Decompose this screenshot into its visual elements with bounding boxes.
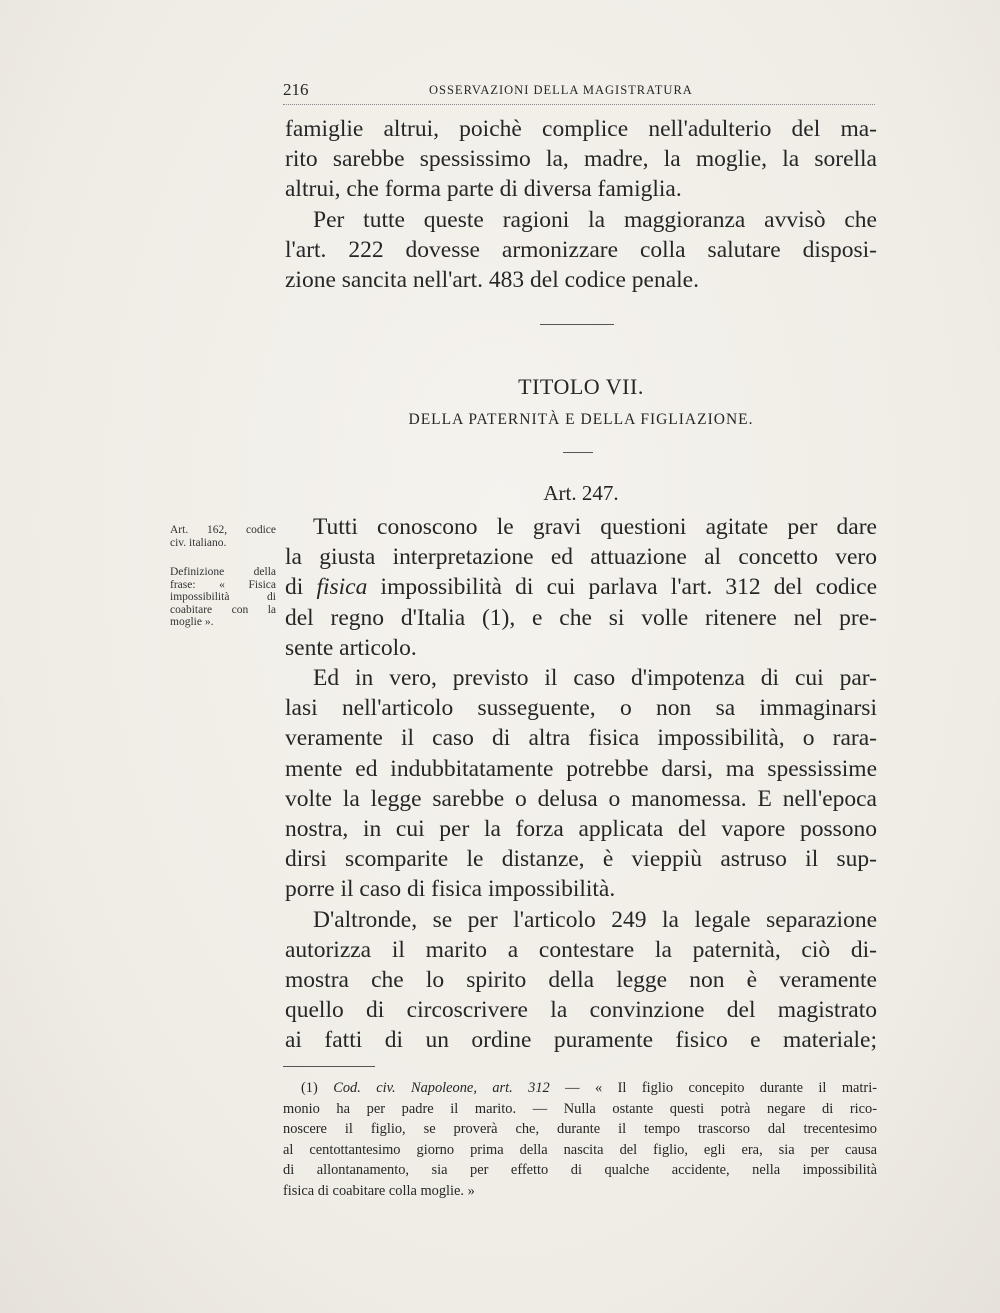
- text-line: Ed in vero, previsto il caso d'impotenza di cui par-: [313, 665, 877, 692]
- title-heading: TITOLO VII.: [518, 374, 644, 399]
- marginal-note-line: coabitare con la: [170, 603, 276, 616]
- marginal-note-line: impossibilità di: [170, 591, 276, 603]
- text-line: mostra che lo spirito della legge non è veramente: [285, 967, 877, 994]
- footnote-citation: Cod. civ. Napoleone, art. 312: [333, 1080, 550, 1096]
- marginal-note-line: Art. 162, codice: [170, 524, 276, 536]
- text-line: del regno d'Italia (1), e che si volle ritenere nel pre-: [285, 604, 877, 631]
- text-line: la giusta interpretazione ed attuazione al concetto vero: [285, 544, 877, 571]
- footnote-line: monio ha per padre il marito. — Nulla ostante questi potrà negare di rico-: [283, 1100, 877, 1117]
- text-line: Tutti conoscono le gravi questioni agitate per dare: [313, 514, 877, 540]
- running-title: OSSERVAZIONI DELLA MAGISTRATURA: [429, 83, 693, 97]
- footnote-line: al centottantesimo giorno prima della nascita del figlio, egli era, sia per causa: [283, 1141, 877, 1158]
- footnote-line: noscere il figlio, se proverà che, durante il tempo trascorso dal trecentesimo: [283, 1121, 877, 1137]
- footnote: [283, 1078, 877, 1201]
- text-fragment: di: [285, 574, 317, 601]
- page-number: 216: [283, 80, 309, 99]
- text-line: dirsi scomparite le distanze, è vieppiù astruso il sup-: [285, 846, 877, 873]
- title-subheading: DELLA PATERNITÀ E DELLA FIGLIAZIONE.: [408, 411, 754, 428]
- text-line: Per tutte queste ragioni la maggioranza avvisò che: [313, 206, 877, 233]
- text-fragment: impossibilità di cui parlava l'art. 312 del codice: [367, 574, 877, 601]
- text-line: D'altronde, se per l'articolo 249 la legale separazione: [313, 906, 877, 933]
- marginal-note-line: moglie ».: [170, 616, 214, 628]
- text-line: nostra, in cui per la forza applicata del vapore possono: [285, 816, 877, 843]
- marginal-note-line: Definizione della: [170, 566, 276, 578]
- marginal-note-definition: [170, 566, 276, 629]
- text-line-with-italic: [285, 572, 877, 602]
- text-line: volte la legge sarebbe o delusa o manomessa. E nell'epoca: [285, 785, 877, 812]
- article-heading: Art. 247.: [543, 481, 619, 505]
- text-block-continuation: [285, 114, 877, 295]
- text-line: veramente il caso di altra fisica impossibilità, o rara-: [285, 725, 877, 752]
- footnote-marker: (1): [301, 1080, 334, 1096]
- footnote-line: di allontanamento, sia per effetto di qualche accidente, nella impossibilità: [283, 1162, 877, 1178]
- marginal-note-line: frase: « Fisica: [170, 578, 276, 591]
- text-line: autorizza il marito a contestare la paternità, ciò di-: [285, 936, 877, 963]
- italic-term: fisica: [316, 574, 368, 601]
- text-block-article: [285, 512, 877, 1056]
- footnote-line: fisica di coabitare colla moglie. »: [283, 1182, 475, 1199]
- footnote-line: [283, 1078, 877, 1099]
- text-line: porre il caso di fisica impossibilità.: [285, 876, 616, 903]
- text-line: famiglie altrui, poichè complice nell'adulterio del ma-: [285, 116, 877, 142]
- text-line: altrui, che forma parte di diversa famiglia.: [285, 176, 682, 203]
- footnote-divider: [283, 1066, 375, 1067]
- page-header: [283, 80, 875, 105]
- text-line: lasi nell'articolo susseguente, o non sa immaginarsi: [285, 695, 877, 722]
- text-line: zione sancita nell'art. 483 del codice penale.: [285, 267, 699, 294]
- title-divider: [563, 452, 593, 453]
- text-fragment: — « Il figlio concepito durante il matri-: [549, 1080, 877, 1096]
- text-line: l'art. 222 dovesse armonizzare colla salutare disposi-: [285, 236, 877, 263]
- marginal-note-reference: [170, 524, 276, 549]
- text-line: quello di circoscrivere la convinzione del magistrato: [285, 997, 877, 1024]
- marginal-note-line: civ. italiano.: [170, 536, 227, 549]
- text-line: ai fatti di un ordine puramente fisico e materiale;: [285, 1027, 877, 1054]
- text-line: sente articolo.: [285, 634, 417, 661]
- text-line: rito sarebbe spessissimo la, madre, la moglie, la sorella: [285, 146, 877, 173]
- text-line: mente ed indubbitatamente potrebbe darsi, ma spessissime: [285, 755, 877, 782]
- section-divider: [540, 324, 614, 325]
